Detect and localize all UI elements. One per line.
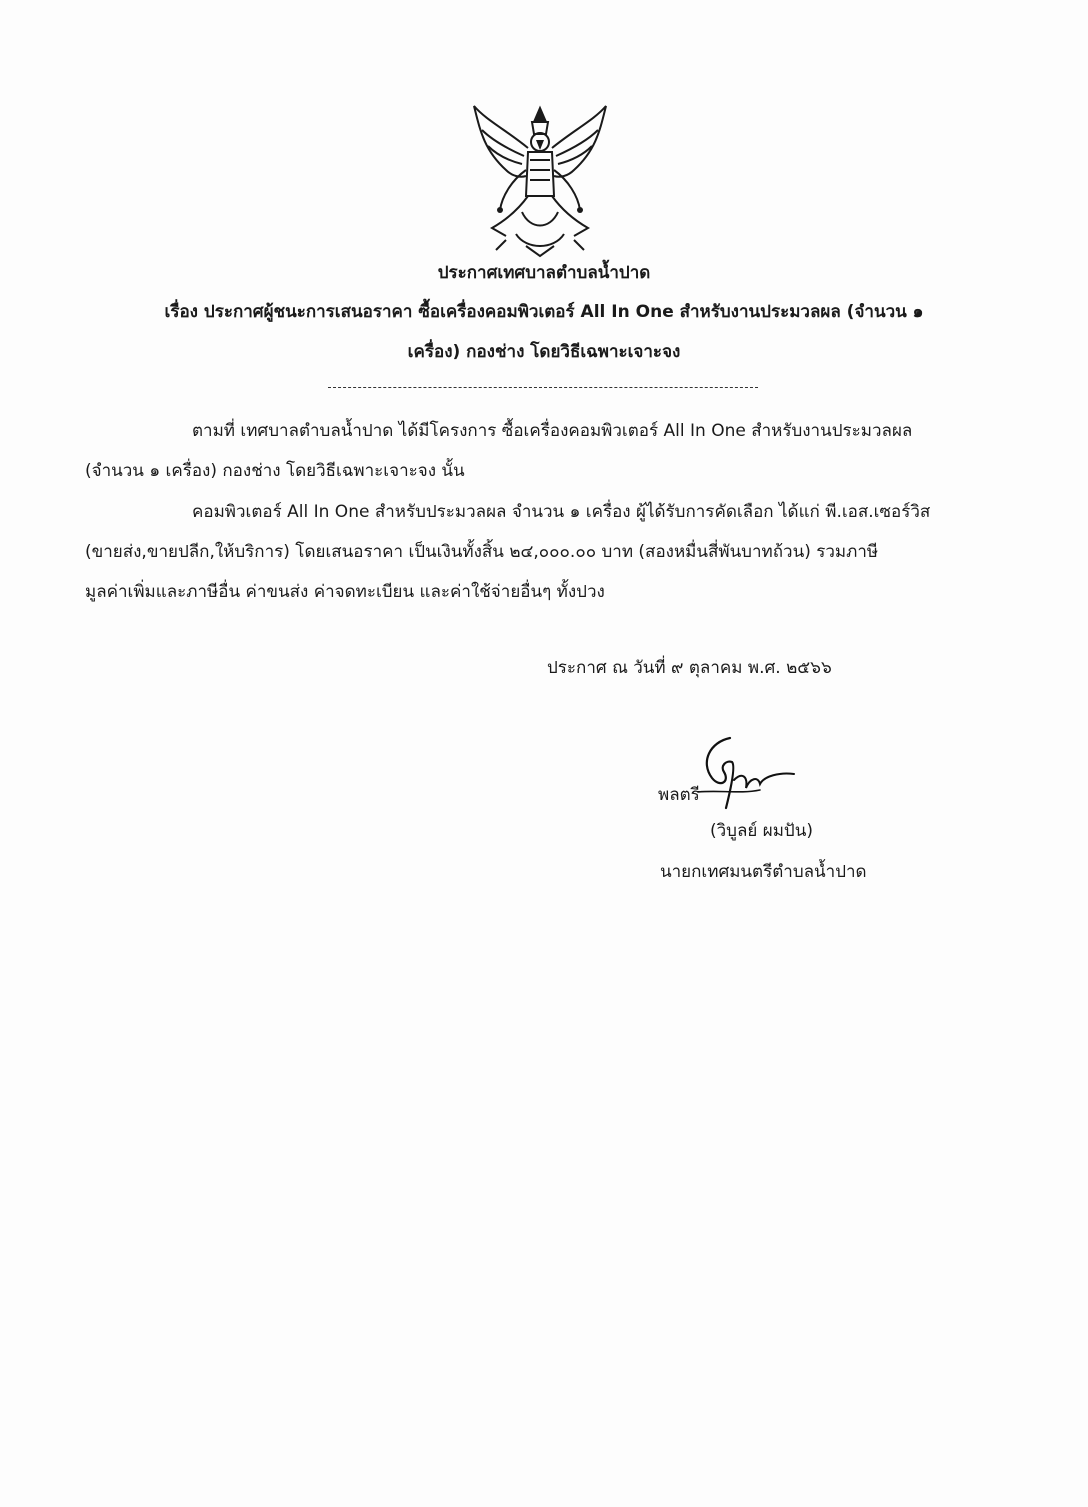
signature-prefix: พลตรี (658, 785, 700, 805)
paragraph2-line2: (ขายส่ง,ขายปลีก,ให้บริการ) โดยเสนอราคา เป็นเงินทั้งสิ้น ๒๔,๐๐๐.๐๐ บาท (สองหมื่นสี่พันบาทถ้วน) รวมภาษี (85, 542, 879, 562)
announcement-date: ประกาศ ณ วันที่ ๙ ตุลาคม พ.ศ. ๒๕๖๖ (547, 658, 832, 678)
subject-line-2: เครื่อง) กองช่าง โดยวิธีเฉพาะเจาะจง (407, 342, 681, 362)
paragraph2-line3: มูลค่าเพิ่มและภาษีอื่น ค่าขนส่ง ค่าจดทะเบียน และค่าใช้จ่ายอื่นๆ ทั้งปวง (85, 582, 605, 602)
signer-position: นายกเทศมนตรีตำบลน้ำปาด (660, 862, 867, 882)
signer-name: (วิบูลย์ ผมปัน) (710, 821, 813, 841)
garuda-emblem (466, 100, 614, 260)
handwritten-signature (690, 732, 800, 812)
subject-line-1: เรื่อง ประกาศผู้ชนะการเสนอราคา ซื้อเครื่องคอมพิวเตอร์ All In One สำหรับงานประมวลผล (จำนวน ๑ (164, 302, 924, 322)
paragraph2-line1: คอมพิวเตอร์ All In One สำหรับประมวลผล จำนวน ๑ เครื่อง ผู้ได้รับการคัดเลือก ได้แก่ พี.เอส.เซอร์วิส (192, 502, 931, 522)
paragraph1-line2: (จำนวน ๑ เครื่อง) กองช่าง โดยวิธีเฉพาะเจาะจง นั้น (85, 461, 465, 481)
paragraph1-line1: ตามที่ เทศบาลตำบลน้ำปาด ได้มีโครงการ ซื้อเครื่องคอมพิวเตอร์ All In One สำหรับงานประมวลผล (192, 421, 913, 441)
divider (328, 387, 758, 388)
announcement-title: ประกาศเทศบาลตำบลน้ำปาด (437, 263, 651, 283)
